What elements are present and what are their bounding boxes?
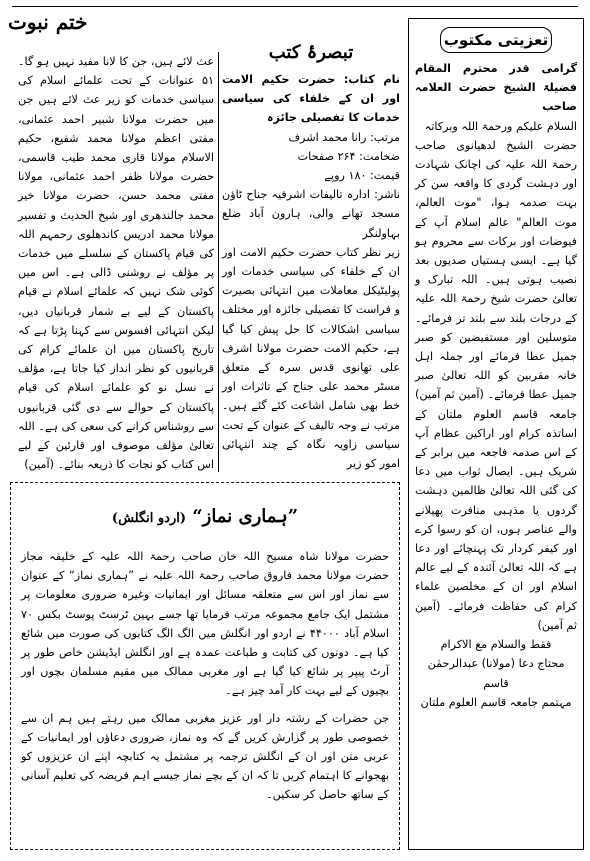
condolence-body: حضرت الشیخ لدھیانوی صاحب رحمۃ اللہ علیہ کی اچانک شہادت اور دہشت گردی کا واقعہ سن کر بہت صدمہ ہوا، "موت العالم، موت العالم" عالم اسلام آپ کے فیوضات اور برکات سے محروم ہو گیا ہے۔ ایسی ہستیاں صدیوں بعد نصیب ہوتی ہیں۔ اللہ تبارک و تعالیٰ حضرت شیخ رحمۃ اللہ علیہ کے درجات بلند سے بلند تر فرمائے۔ متوسلین اور مستفیضین کو صبر جمیل عطا فرمائے اور جملہ اہل خانہ مقربین کو اللہ تعالیٰ صبر جمیل عطا فرمائے۔ (آمین ثم آمین) جامعہ قاسم العلوم ملتان کے اساتذہ کرام اور اراکین عظام آپ کے اس صدمہ فاجعہ میں برابر کے شریک ہیں۔ ایصال ثواب میں دعا کی گئی اللہ تعالیٰ ظالمین دہشت گردوں یا مذہبی منافرت پھیلانے والے عناصر ہوں، ان کو رسوا کرے اور کیفر کردار تک پہنچائے اور دعا ہے کہ اللہ تعالیٰ آئندہ کے لیے عالم اسلام اور ان کے مخلصین علماء کرام کی حفاظت فرمائے۔ (آمین ثم آمین): [415, 138, 577, 632]
book-review-body: زیر نظر کتاب حضرت حکیم الامت اور ان کے خلفاء کی سیاسی خدمات اور پولیٹیکل معاملات میں انتہائی بصیرت و فراست کا تفصیلی جائزہ اور مختلف سیاسی اشکالات کا حل پیش کیا گیا ہے، حکیم الامت حضرت مولانا اشرف علی تھانوی قدس سرہ کے متعلق مسٹر محمد علی جناح کے تاثرات اور خط بھی شامل اشاعت کئے گئے ہیں۔ مرتب نے وجہ تالیف کے عنوان کے تحت سیاسی زاویہ نگاہ کے چند انتہائی امور کو زیر: [222, 245, 400, 471]
hamari-namaz-notice-box: [10, 482, 400, 850]
book-review-heading: تبصرۂ کتب: [268, 42, 354, 63]
notice-paragraph-1: حضرت مولانا شاہ مسیح اللہ خان صاحب رحمۃ اللہ علیہ کے خلیفہ مجاز حضرت مولانا محمد فاروق صاحب رحمۃ اللہ علیہ نے ”ہماری نماز“ کے عنوان سے نماز اور اس سے متعلقہ مسائل اور ایمانیات وغیرہ ضروری معلومات پر مشتمل ایک جامع مجموعہ مرتب فرمایا تھا جسے بہین ٹرسٹ پوسٹ بکس ۷۰ اسلام آباد ۴۴۰۰۰ نے اردو اور انگلش میں الگ الگ کتابوں کی صورت میں شائع کیا ہے۔ دونوں کی کتابت و طباعت عمدہ ہے اور انگلش ایڈیشن خاص طور پر آرٹ پیپر پر شائع کیا گیا ہے اور مغربی ممالک میں مقیم مسلمان بچوں اور بچیوں کے لیے بہت کار آمد چیز ہے۔: [21, 550, 389, 698]
notice-title-text: ”ہماری نماز“: [192, 506, 299, 527]
book-compiler: مرتب: رانا محمد اشرف: [288, 130, 400, 144]
condolence-signatory: محتاج دعا (مولانا) عبدالرحمٰن قاسم: [427, 657, 565, 690]
book-review-column: [222, 40, 400, 472]
condolence-closing: فقط والسلام مع الاکرام: [440, 638, 552, 652]
notice-paragraph-2: جن حضرات کے رشتہ دار اور عزیز مغربی ممالک میں رہتے ہیں ہم ان سے خصوصی طور پر گزارش کریں گے کہ وہ نماز، ضروری دعاؤں اور ایمانیات کے عربی متن اور ان کے انگلش ترجمہ پر مشتمل یہ کتابچہ اپنے ان عزیزوں کو بھجوانے کا اہتمام کریں تا کہ ان کے بچے نماز جیسے اہم فریضہ کی تعلیم آسانی کے ساتھ حاصل کر سکیں۔: [21, 711, 389, 802]
condolence-letter-box: [408, 18, 584, 850]
top-rule: [12, 6, 578, 7]
book-pages: ضخامت: ۲۶۴ صفحات: [297, 149, 400, 163]
review-continuation-column: [18, 52, 214, 477]
notice-title: [21, 497, 389, 539]
condolence-signatory-title: مہتمم جامعہ قاسم العلوم ملتان: [420, 695, 572, 709]
masthead-logo: ختم نبوت: [8, 10, 88, 34]
condolence-heading: تعزیتی مکتوب: [440, 27, 552, 53]
notice-subtitle: (اردو انگلش): [111, 511, 186, 526]
review-continuation-text: عث لائے ہیں، جن کا لانا مفید نہیں ہو گا۔۵۱ عنوانات کے تحت علمائے اسلام کی سیاسی خدمات کو زیر عث لائے ہیں جن میں حضرت مولانا شبیر احمد عثمانی، مفتی اعظم مولانا محمد شفیع، حکیم الاسلام مولانا قاری محمد طیب قاسمی، حضرت مولانا ظفر احمد عثمانی، مولانا مفتی محمد حسن، حضرت مولانا خیر محمد جالندھری اور شیخ الحدیث و تفسیر مولانا محمد ادریس کاندھلوی رحمہم اللہ کی قیام پاکستان کے سلسلے میں خدمات پر مؤلف نے روشنی ڈالی ہے۔ اس میں کوئی شک نہیں کہ علمائے اسلام نے قیام پاکستان کے لیے بے شمار قربانیاں دیں، لیکن انتہائی افسوس سے کہنا پڑتا ہے کہ تاریخ پاکستان میں ان علمائے کرام کی قربانیوں کو نظر انداز کیا جاتا ہے، مؤلف نے نسل نو کو علمائے اسلام کی قیام پاکستان کے حوالے سے دی گئی قربانیوں سے روشناس کرانے کی سعی کی ہے۔ اللہ تعالیٰ مؤلف موصوف اور قارئین کے لیے اس کتاب کو نجات کا ذریعہ بنائے۔ (آمین): [18, 55, 214, 472]
book-name: نام کتاب: حضرت حکیم الامت اور ان کے خلفاء کی سیاسی خدمات کا تفصیلی جائزہ: [222, 73, 400, 125]
condolence-salutation: گرامی قدر محترم المقام فضیلۃ الشیخ حضرت العلامہ صاحب: [415, 62, 577, 114]
column-divider: [218, 52, 219, 472]
condolence-greeting: السلام علیکم ورحمۃ اللہ وبرکاتہ: [424, 119, 577, 133]
book-price: قیمت: ۱۸۰ روپے: [324, 169, 400, 183]
book-publisher: ناشر: ادارہ تالیفات اشرفیہ جناح ٹاؤن مسجد تھانے والی، ہارون آباد ضلع بہاولنگر: [222, 188, 400, 240]
